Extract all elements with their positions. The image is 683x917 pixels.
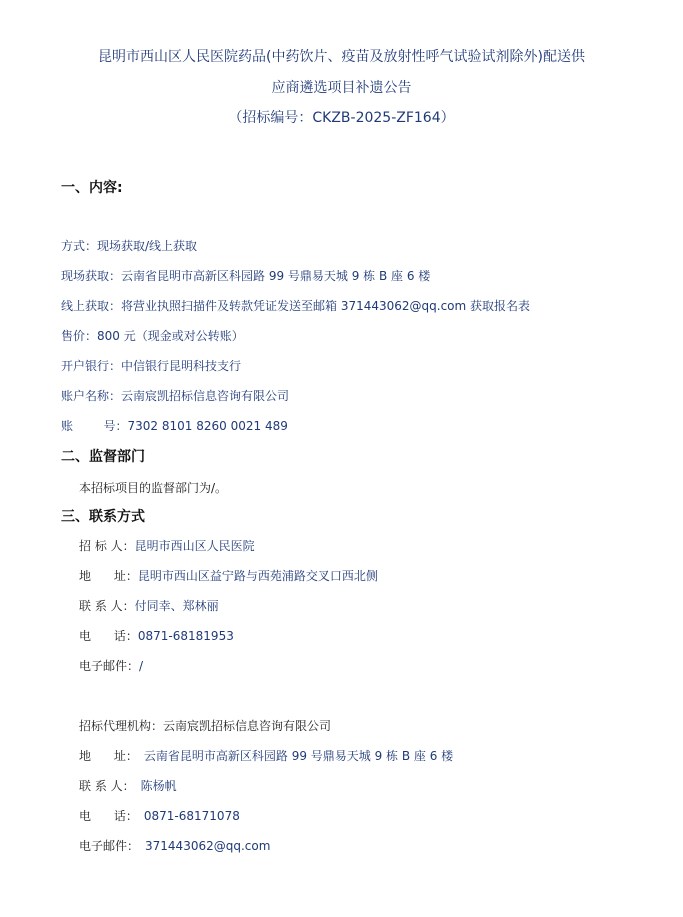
- tenderer-address: 昆明市西山区益宁路与西苑浦路交叉口西北侧: [137, 569, 378, 583]
- section-1-heading: 一、内容:: [61, 180, 123, 196]
- tenderer-contact-label: 联 系 人：: [79, 599, 135, 613]
- document-title-line-1: 昆明市西山区人民医院药品(中药饮片、疫苗及放射性呼气试验试剂除外)配送供: [98, 49, 585, 65]
- agency-address-row: [79, 748, 453, 764]
- agency-name: 云南宸凯招标信息咨询有限公司: [163, 719, 332, 733]
- account-name: 账户名称：云南宸凯招标信息咨询有限公司: [61, 389, 290, 403]
- bank-name: 开户银行：中信银行昆明科技支行: [61, 359, 242, 373]
- agency-contact: 陈杨帆: [140, 779, 177, 793]
- agency-phone-label: 电 话：: [79, 809, 138, 823]
- tenderer-address-label: 地 址：: [79, 569, 138, 583]
- account-number: 7302 8101 8260 0021 489: [127, 419, 288, 433]
- tenderer-label: 招 标 人：: [79, 539, 135, 553]
- agency-address-label: 地 址：: [79, 749, 138, 763]
- tenderer-contact-row: [79, 598, 219, 614]
- tender-number: （招标编号：CKZB-2025-ZF164）: [228, 110, 455, 126]
- tenderer-phone-row: [79, 628, 234, 644]
- account-number-row: [61, 418, 288, 434]
- agency-row: [79, 718, 331, 734]
- section-2-heading: 二、监督部门: [61, 449, 145, 465]
- agency-email-label: 电子邮件：: [79, 839, 140, 853]
- agency-contact-row: [79, 778, 177, 794]
- account-number-label: 账 号：: [61, 419, 128, 433]
- tenderer-email: /: [139, 659, 144, 673]
- tenderer-row: [79, 538, 255, 554]
- agency-email[interactable]: 371443062@qq.com: [145, 839, 271, 853]
- tenderer-email-label: 电子邮件：: [79, 659, 140, 673]
- online-acquisition: 线上获取：将营业执照扫描件及转款凭证发送至邮箱 371443062@qq.com 获取报名表: [61, 299, 531, 313]
- agency-email-row: [79, 838, 270, 854]
- supervision-text: 本招标项目的监督部门为/。: [79, 481, 228, 495]
- agency-contact-label: 联 系 人：: [79, 779, 135, 793]
- tenderer-contact: 付同幸、郑林丽: [134, 599, 219, 613]
- agency-phone-row: [79, 808, 240, 824]
- document-title-line-2: 应商遴选项目补遗公告: [271, 80, 412, 96]
- onsite-acquisition: 现场获取：云南省昆明市高新区科园路 99 号鼎易天城 9 栋 B 座 6 楼: [61, 269, 431, 283]
- tenderer-phone-label: 电 话：: [79, 629, 138, 643]
- agency-phone: 0871-68171078: [143, 809, 240, 823]
- tenderer-name: 昆明市西山区人民医院: [134, 539, 255, 553]
- section-3-heading: 三、联系方式: [61, 509, 145, 525]
- sale-price: 售价：800 元（现金或对公转账）: [61, 329, 244, 343]
- tenderer-address-row: [79, 568, 378, 584]
- tenderer-phone: 0871-68181953: [137, 629, 234, 643]
- agency-address: 云南省昆明市高新区科园路 99 号鼎易天城 9 栋 B 座 6 楼: [143, 749, 454, 763]
- tenderer-email-row: [79, 658, 143, 674]
- acquisition-method: 方式：现场获取/线上获取: [61, 239, 198, 253]
- agency-label: 招标代理机构：: [79, 719, 164, 733]
